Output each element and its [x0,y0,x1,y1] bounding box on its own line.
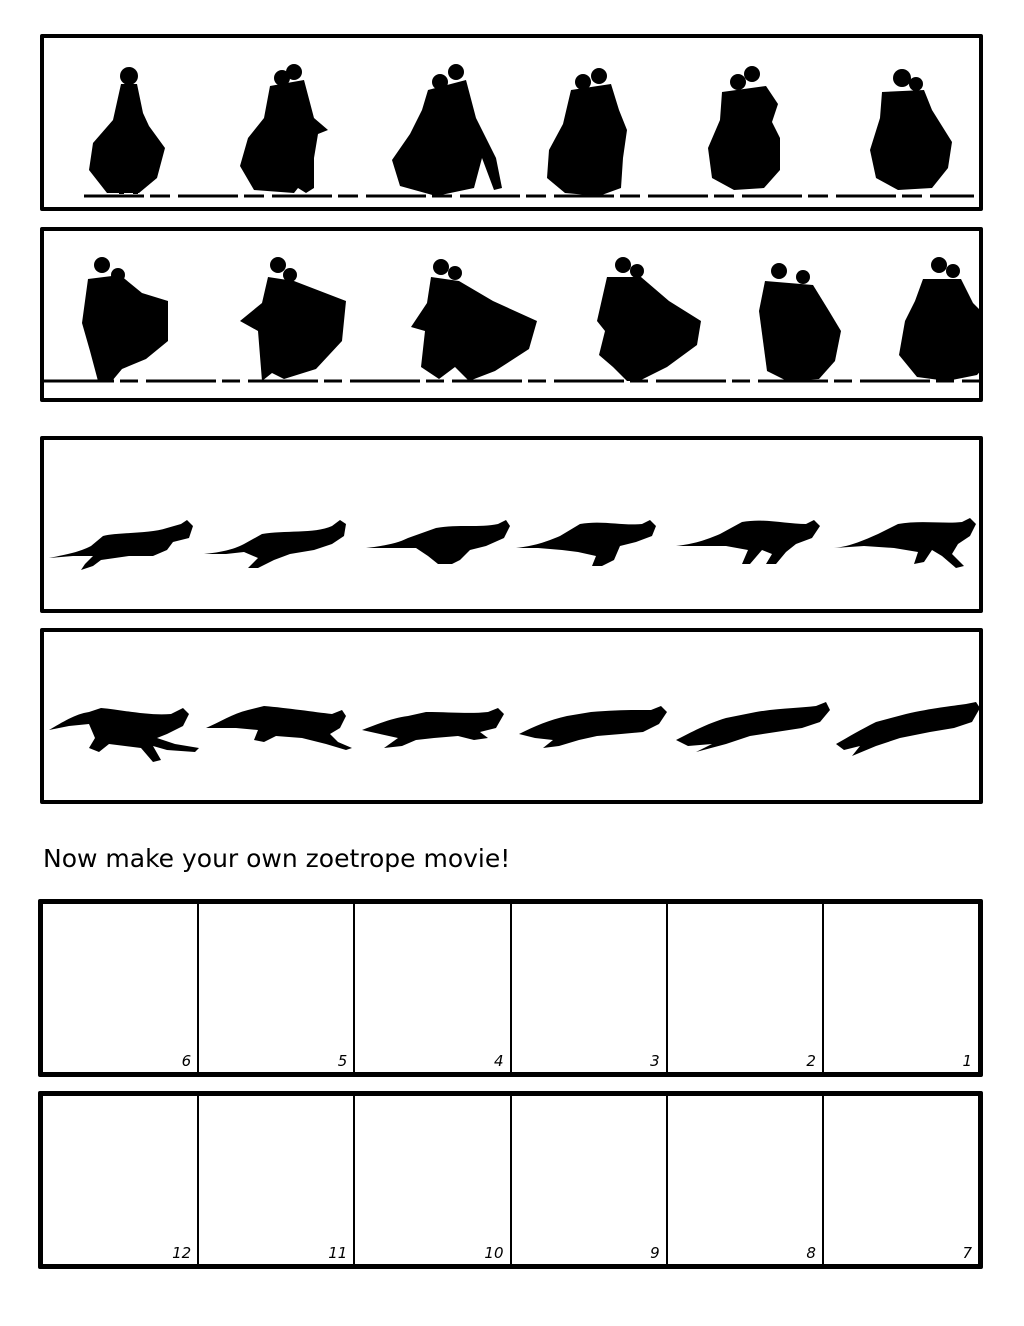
dancing-couple-frames-2 [44,231,979,398]
dancing-couple-silhouette [708,66,780,190]
dancing-couple-silhouette [597,257,701,381]
cat-silhouette [676,702,830,752]
frame-number: 9 [650,1244,660,1262]
drawing-frame[interactable] [43,904,199,1072]
blank-frames-strip-1 [38,899,983,1077]
dancing-couple-silhouette [392,64,502,196]
cat-silhouette [366,520,510,564]
frame-number: 4 [493,1052,504,1070]
frame-number: 6 [181,1052,192,1070]
drawing-frame[interactable] [199,904,355,1072]
frame-number: 1 [962,1052,973,1070]
drawing-frame[interactable] [512,904,668,1072]
dancing-couple-strip-2 [40,227,983,402]
cat-silhouette [516,520,656,566]
drawing-frame[interactable] [199,1096,355,1264]
cat-silhouette [676,520,820,564]
drawing-frame[interactable] [824,1096,978,1264]
running-cat-frames-1 [44,440,979,609]
frame-number: 5 [337,1052,348,1070]
dancing-couple-silhouette [82,257,168,381]
frame-number: 3 [650,1052,660,1070]
dancer-silhouette [89,67,165,194]
cat-silhouette [204,520,346,568]
cat-silhouette [834,518,976,568]
dancing-couple-silhouette [240,64,328,193]
dancing-couple-silhouette [547,68,627,196]
running-cat-frames-2 [44,632,979,800]
frame-number: 7 [962,1244,973,1262]
cat-silhouette [362,708,504,748]
dancing-couple-silhouette [870,69,952,190]
cat-silhouette [49,708,199,762]
frame-number: 12 [172,1244,192,1262]
frame-number: 11 [328,1244,348,1262]
drawing-frame[interactable] [824,904,978,1072]
drawing-frame[interactable] [355,904,511,1072]
frame-number: 2 [806,1052,816,1070]
dancing-couple-frames-1 [44,38,979,207]
cat-silhouette [836,702,979,756]
cat-silhouette [49,520,193,570]
drawing-frame[interactable] [668,904,824,1072]
drawing-frame[interactable] [43,1096,199,1264]
dancing-couple-strip-1 [40,34,983,211]
cat-silhouette [519,706,667,748]
dancing-couple-silhouette [240,257,346,381]
frame-number: 10 [484,1244,504,1262]
cat-silhouette [206,706,352,750]
running-cat-strip-1 [40,436,983,613]
running-cat-strip-2 [40,628,983,804]
blank-frames-strip-2 [38,1091,983,1269]
drawing-frame[interactable] [668,1096,824,1264]
drawing-frame[interactable] [512,1096,668,1264]
frame-number: 8 [806,1244,816,1262]
drawing-frame[interactable] [355,1096,511,1264]
dancing-couple-silhouette [759,263,841,381]
dancing-couple-silhouette [411,259,537,381]
instruction-heading: Now make your own zoetrope movie! [43,844,511,873]
dancing-couple-silhouette [899,257,979,381]
